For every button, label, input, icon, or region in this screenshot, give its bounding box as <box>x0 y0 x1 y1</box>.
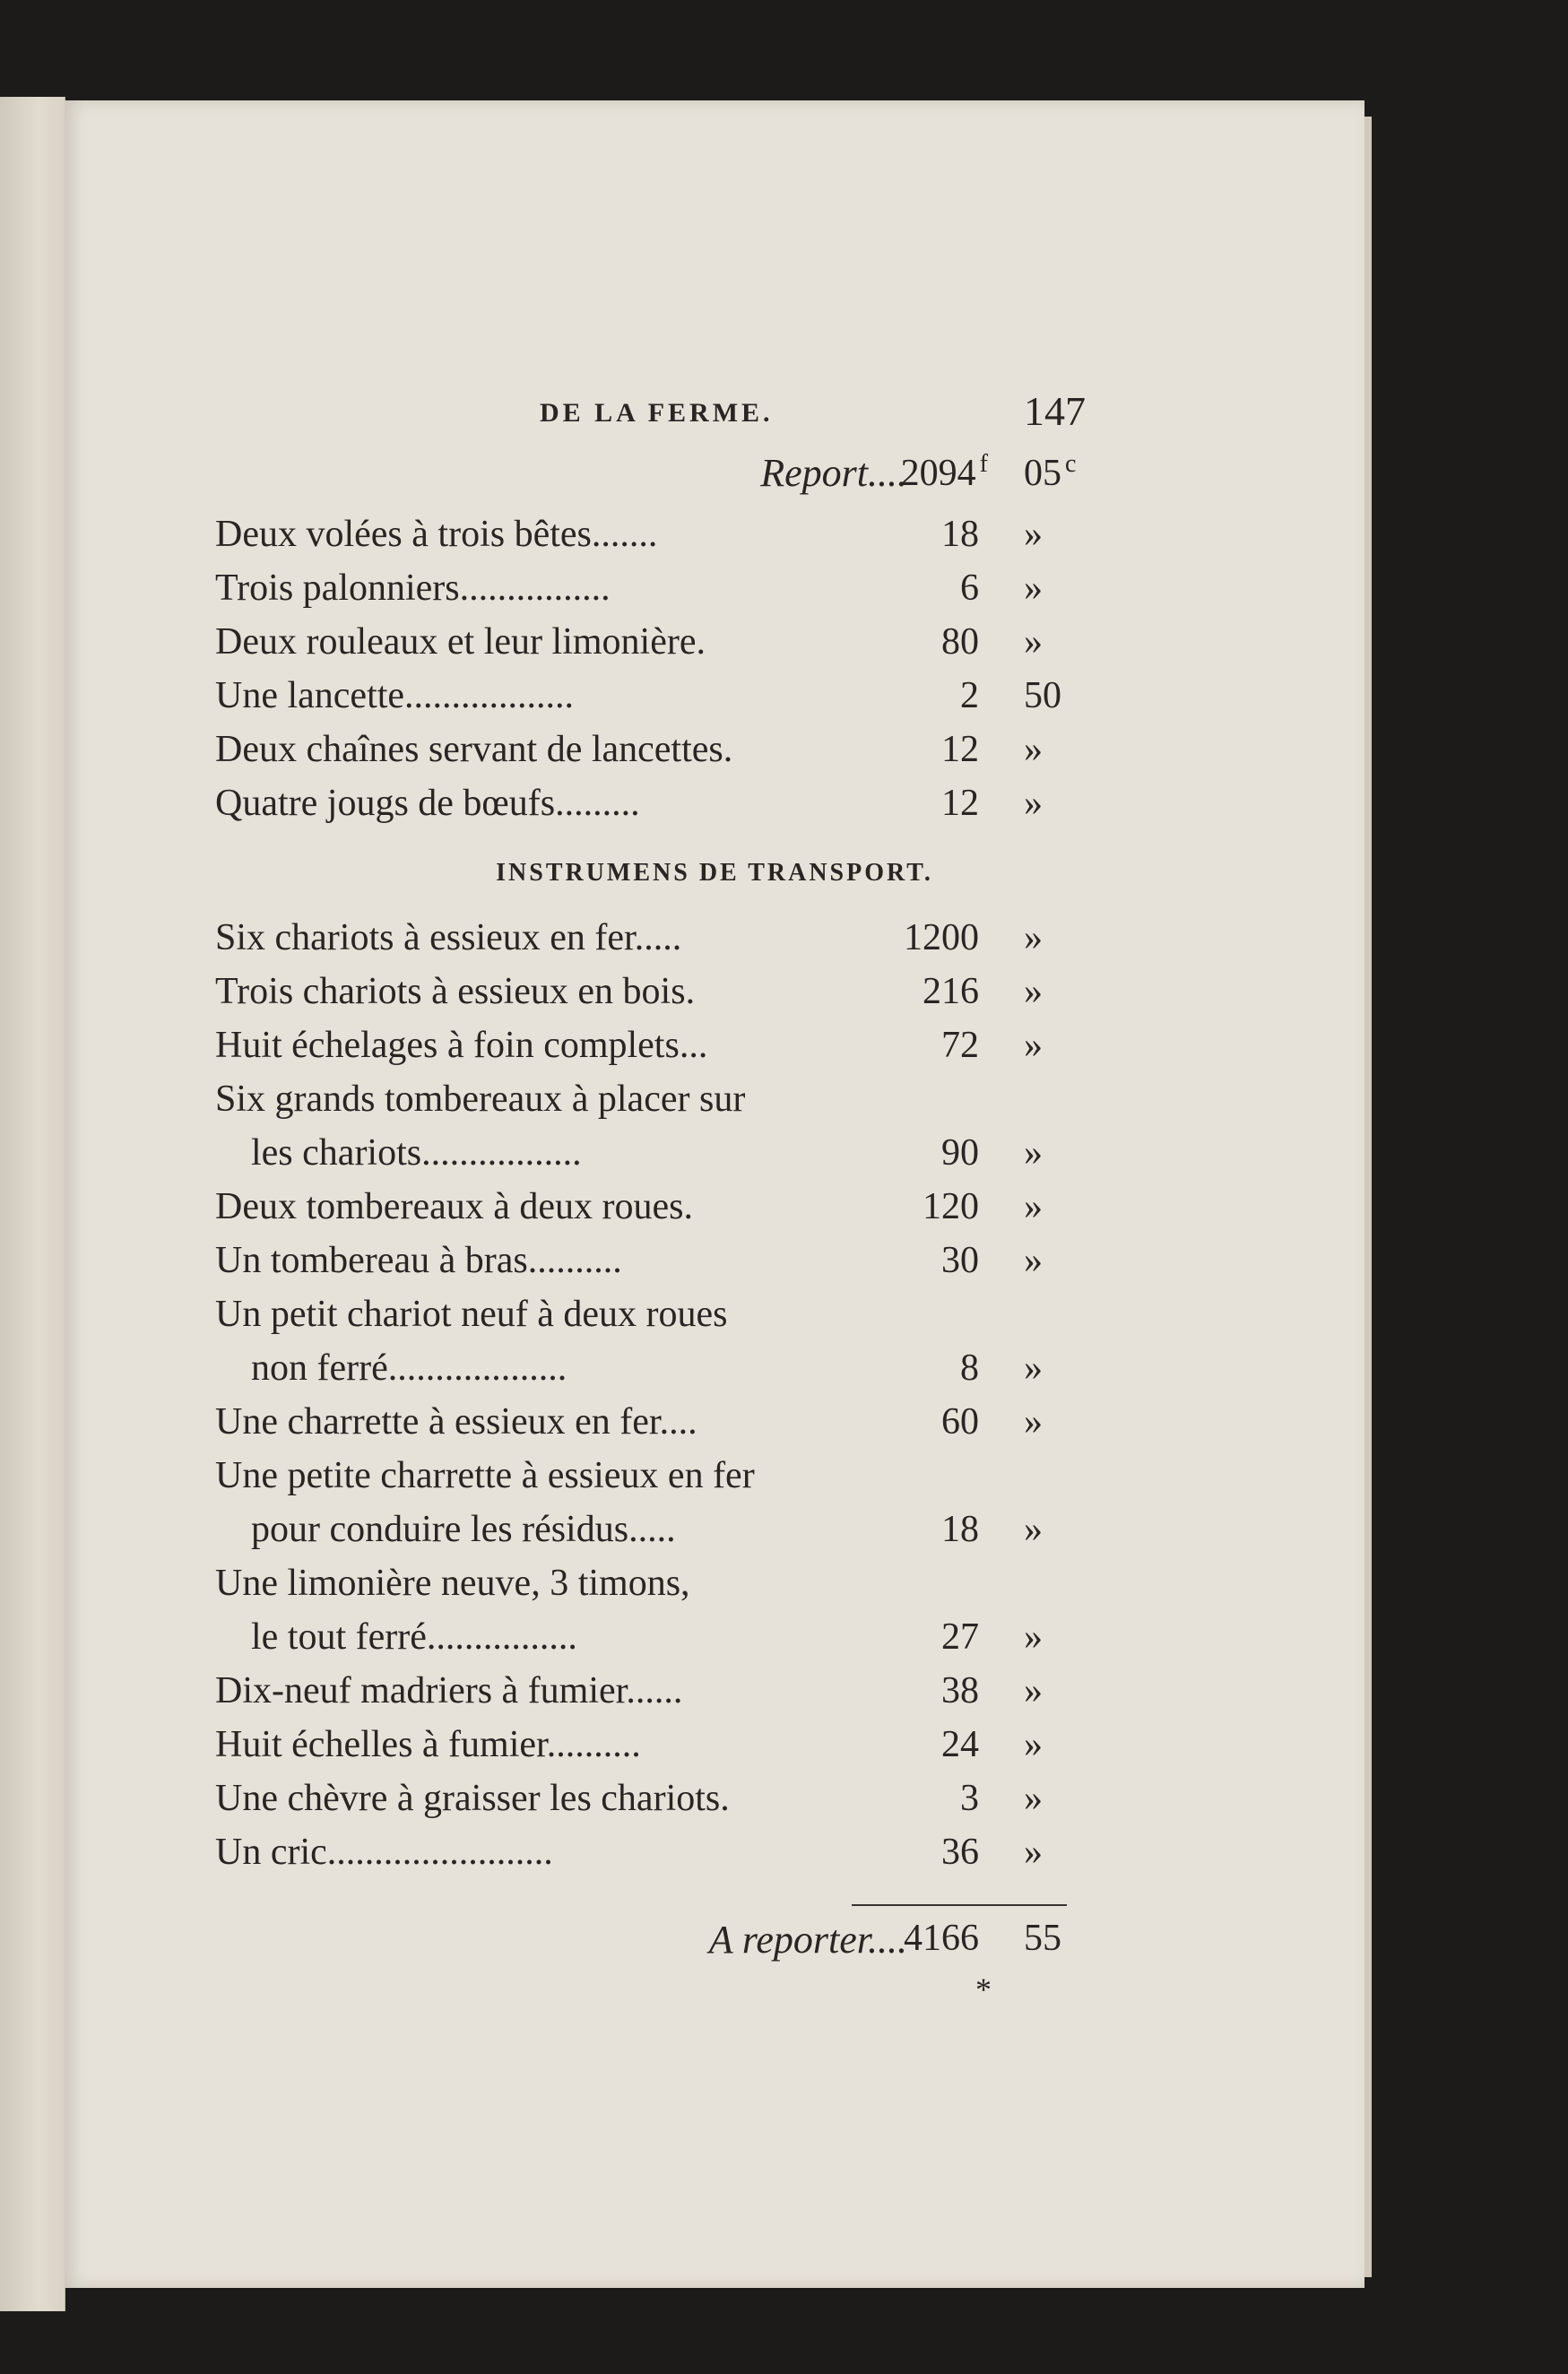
signature-mark: * <box>975 1971 992 2007</box>
list-item: Une lancette.................. 2 50 <box>215 675 1061 716</box>
list-item: Deux rouleaux et leur limonière. 80 » <box>215 621 1043 663</box>
list-item: Huit échelages à foin complets... 72 » <box>215 1025 1043 1066</box>
list-item: Huit échelles à fumier.......... 24 » <box>215 1724 1043 1765</box>
section-title: INSTRUMENS DE TRANSPORT. <box>496 859 933 887</box>
list-item: Une charrette à essieux en fer.... 60 » <box>215 1401 1043 1443</box>
report-cents: 05 $^c$ <box>1024 450 1077 494</box>
list-item: Trois palonniers................ 6 » <box>215 568 1043 609</box>
running-title: DE LA FERME. <box>540 398 774 428</box>
list-item: Deux tombereaux à deux roues. 120 » <box>215 1186 1043 1227</box>
list-item: Un cric........................ 36 » <box>215 1832 1043 1873</box>
carry-amount: 4166 <box>904 1918 979 1959</box>
list-item: Deux volées à trois bêtes....... 18 » <box>215 514 1043 555</box>
list-item: Dix-neuf madriers à fumier...... 38 » <box>215 1670 1043 1711</box>
facing-page-edge <box>0 97 65 2311</box>
carry-label: A reporter.... <box>708 1918 907 1962</box>
list-item-continuation: non ferré................... 8 » <box>251 1347 1043 1389</box>
list-item: Une limonière neuve, 3 timons, <box>215 1563 690 1604</box>
carry-cents: 55 <box>1024 1918 1061 1959</box>
report-row <box>65 450 1364 504</box>
list-item: Une petite charrette à essieux en fer <box>215 1455 755 1496</box>
list-item: Trois chariots à essieux en bois. 216 » <box>215 971 1043 1012</box>
total-rule <box>852 1904 1067 1906</box>
list-item: Six chariots à essieux en fer..... 1200 » <box>215 917 1043 958</box>
carry-forward-row <box>65 1917 1364 1971</box>
list-item: Un petit chariot neuf à deux roues <box>215 1294 728 1335</box>
list-item: Six grands tombereaux à placer sur <box>215 1079 746 1120</box>
list-item: Une chèvre à graisser les chariots. 3 » <box>215 1778 1043 1819</box>
report-label: Report.... <box>760 451 907 495</box>
list-item-continuation: pour conduire les résidus..... 18 » <box>251 1509 1043 1550</box>
report-amount: 2094 $^f$ <box>900 450 988 494</box>
list-item-continuation: les chariots................. 90 » <box>251 1132 1043 1174</box>
list-item: Deux chaînes servant de lancettes. 12 » <box>215 729 1043 770</box>
list-item: Un tombereau à bras.......... 30 » <box>215 1240 1043 1281</box>
page-number: 147 <box>1024 388 1086 434</box>
list-item-continuation: le tout ferré................ 27 » <box>251 1616 1043 1658</box>
list-item: Quatre jougs de bœufs......... 12 » <box>215 783 1043 824</box>
book-page <box>65 100 1364 2288</box>
page-header <box>65 387 1364 441</box>
